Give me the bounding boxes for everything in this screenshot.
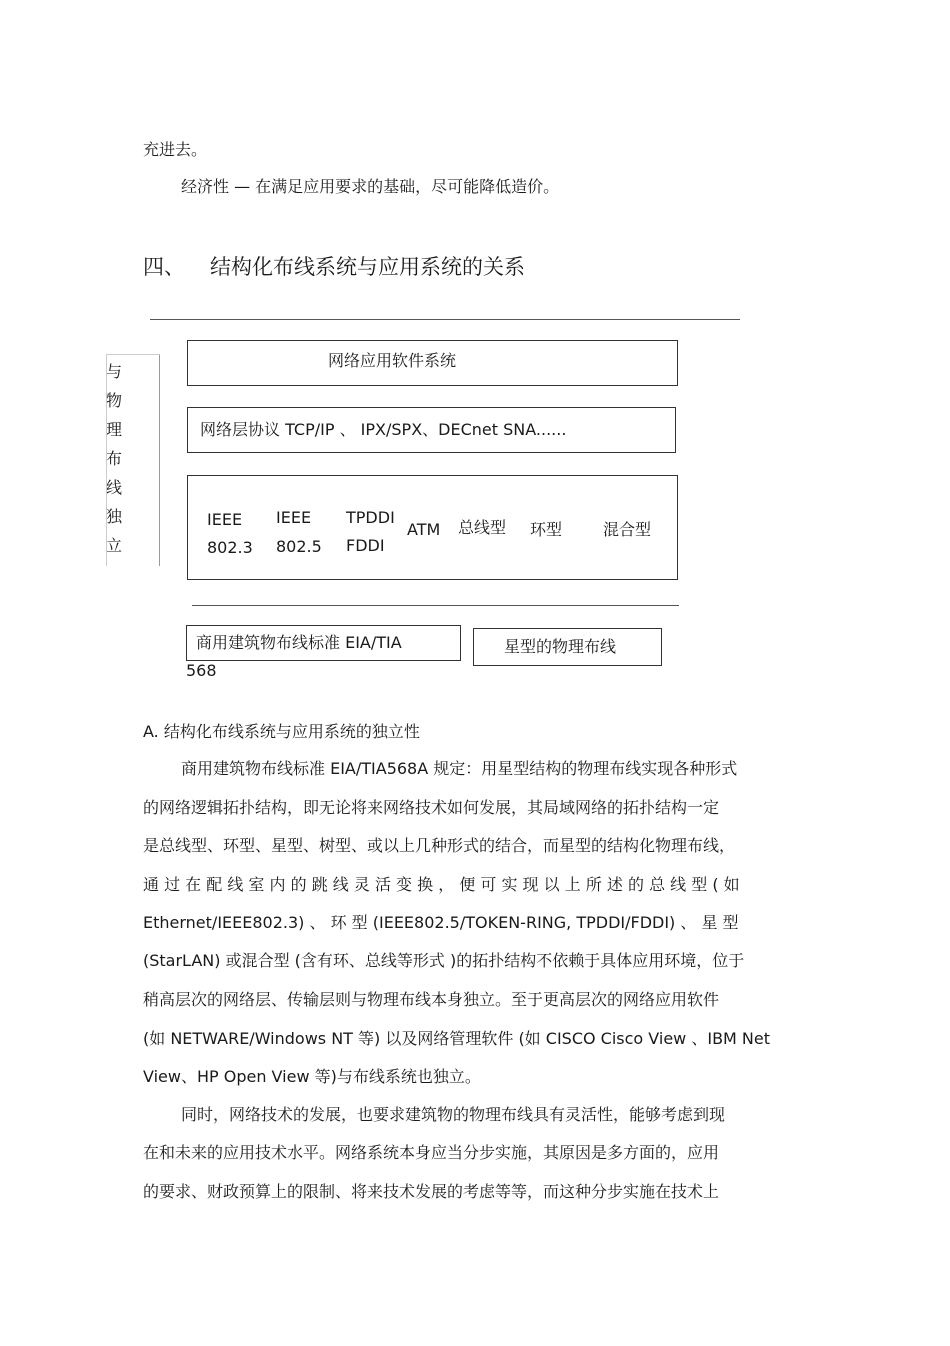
atm-label: ATM xyxy=(407,520,441,539)
tpddi-line1: TPDDI xyxy=(346,508,395,527)
side-label-char: 独 xyxy=(106,507,123,526)
intro-line-1: 充进去。 xyxy=(143,140,208,159)
intro-line-2: 经济性 — 在满足应用要求的基础，尽可能降低造价。 xyxy=(181,177,560,196)
paragraph-1-line: Ethernet/IEEE802.3) 、 环 型 (IEEE802.5/TOKEN-RING, TPDDI/FDDI) 、 星 型 xyxy=(143,913,739,932)
paragraph-1-line: View、HP Open View 等)与布线系统也独立。 xyxy=(143,1067,481,1086)
section-title: 结构化布线系统与应用系统的关系 xyxy=(210,255,525,279)
mixed-topology-label: 混合型 xyxy=(603,520,652,539)
paragraph-1-line: 通 过 在 配 线 室 内 的 跳 线 灵 活 变 换 ， 便 可 实 现 以 上 所 述 的 总 线 型 ( 如 xyxy=(143,875,740,894)
side-label-char: 线 xyxy=(106,478,123,497)
ieee-8023-line2: 802.3 xyxy=(207,538,253,557)
box-link-layer xyxy=(187,475,678,580)
ieee-8025-line2: 802.5 xyxy=(276,537,322,556)
box-star-label: 星型的物理布线 xyxy=(504,637,617,656)
subsection-heading: A. 结构化布线系统与应用系统的独立性 xyxy=(143,722,420,741)
box-network-protocol xyxy=(187,407,676,453)
paragraph-2-line: 同时，网络技术的发展，也要求建筑物的物理布线具有灵活性，能够考虑到现 xyxy=(181,1105,726,1124)
side-bracket-left xyxy=(106,354,107,566)
paragraph-1-line: 稍高层次的网络层、传输层则与物理布线本身独立。至于更高层次的网络应用软件 xyxy=(143,990,720,1009)
side-bracket-right xyxy=(159,354,160,566)
ring-topology-label: 环型 xyxy=(530,520,563,539)
box-standard-tail: 568 xyxy=(186,661,217,680)
paragraph-1-line: 的网络逻辑拓扑结构，即无论将来网络技术如何发展，其局域网络的拓扑结构一定 xyxy=(143,798,720,817)
side-label-char: 理 xyxy=(106,420,123,439)
bus-topology-label: 总线型 xyxy=(458,518,507,537)
ieee-8023-line1: IEEE xyxy=(207,510,243,529)
paragraph-1-line: (StarLAN) 或混合型 (含有环、总线等形式 )的拓扑结构不依赖于具体应用环境，位于 xyxy=(143,951,745,970)
box-building-standard xyxy=(186,625,461,661)
section-number: 四、 xyxy=(143,255,185,279)
side-bracket-top xyxy=(106,354,160,355)
side-label-char: 与 xyxy=(106,362,123,381)
paragraph-1-line: 商用建筑物布线标准 EIA/TIA568A 规定：用星型结构的物理布线实现各种形式 xyxy=(181,759,738,778)
box-star-wiring xyxy=(473,628,662,666)
paragraph-1-line: (如 NETWARE/Windows NT 等) 以及网络管理软件 (如 CISCO Cisco View 、IBM Net xyxy=(143,1029,771,1048)
paragraph-2-line: 的要求、财政预算上的限制、将来技术发展的考虑等等，而这种分步实施在技术上 xyxy=(143,1182,720,1201)
box-application-software xyxy=(187,340,678,386)
side-label xyxy=(106,357,126,560)
side-label-char: 物 xyxy=(106,391,123,410)
tpddi-line2: FDDI xyxy=(346,536,385,555)
diagram-top-rule xyxy=(150,319,740,320)
paragraph-1-line: 是总线型、环型、星型、树型、或以上几种形式的结合，而星型的结构化物理布线， xyxy=(143,836,736,855)
box-standard-label: 商用建筑物布线标准 EIA/TIA xyxy=(196,633,402,652)
ieee-8025-line1: IEEE xyxy=(276,508,312,527)
side-label-char: 布 xyxy=(106,449,123,468)
box-protocol-label: 网络层协议 TCP/IP 、 IPX/SPX、DECnet SNA...... xyxy=(200,420,567,439)
side-label-char: 立 xyxy=(106,536,123,555)
box-application-label: 网络应用软件系统 xyxy=(328,351,457,370)
diagram-middle-rule xyxy=(192,605,679,606)
paragraph-2-line: 在和未来的应用技术水平。网络系统本身应当分步实施，其原因是多方面的，应用 xyxy=(143,1143,720,1162)
